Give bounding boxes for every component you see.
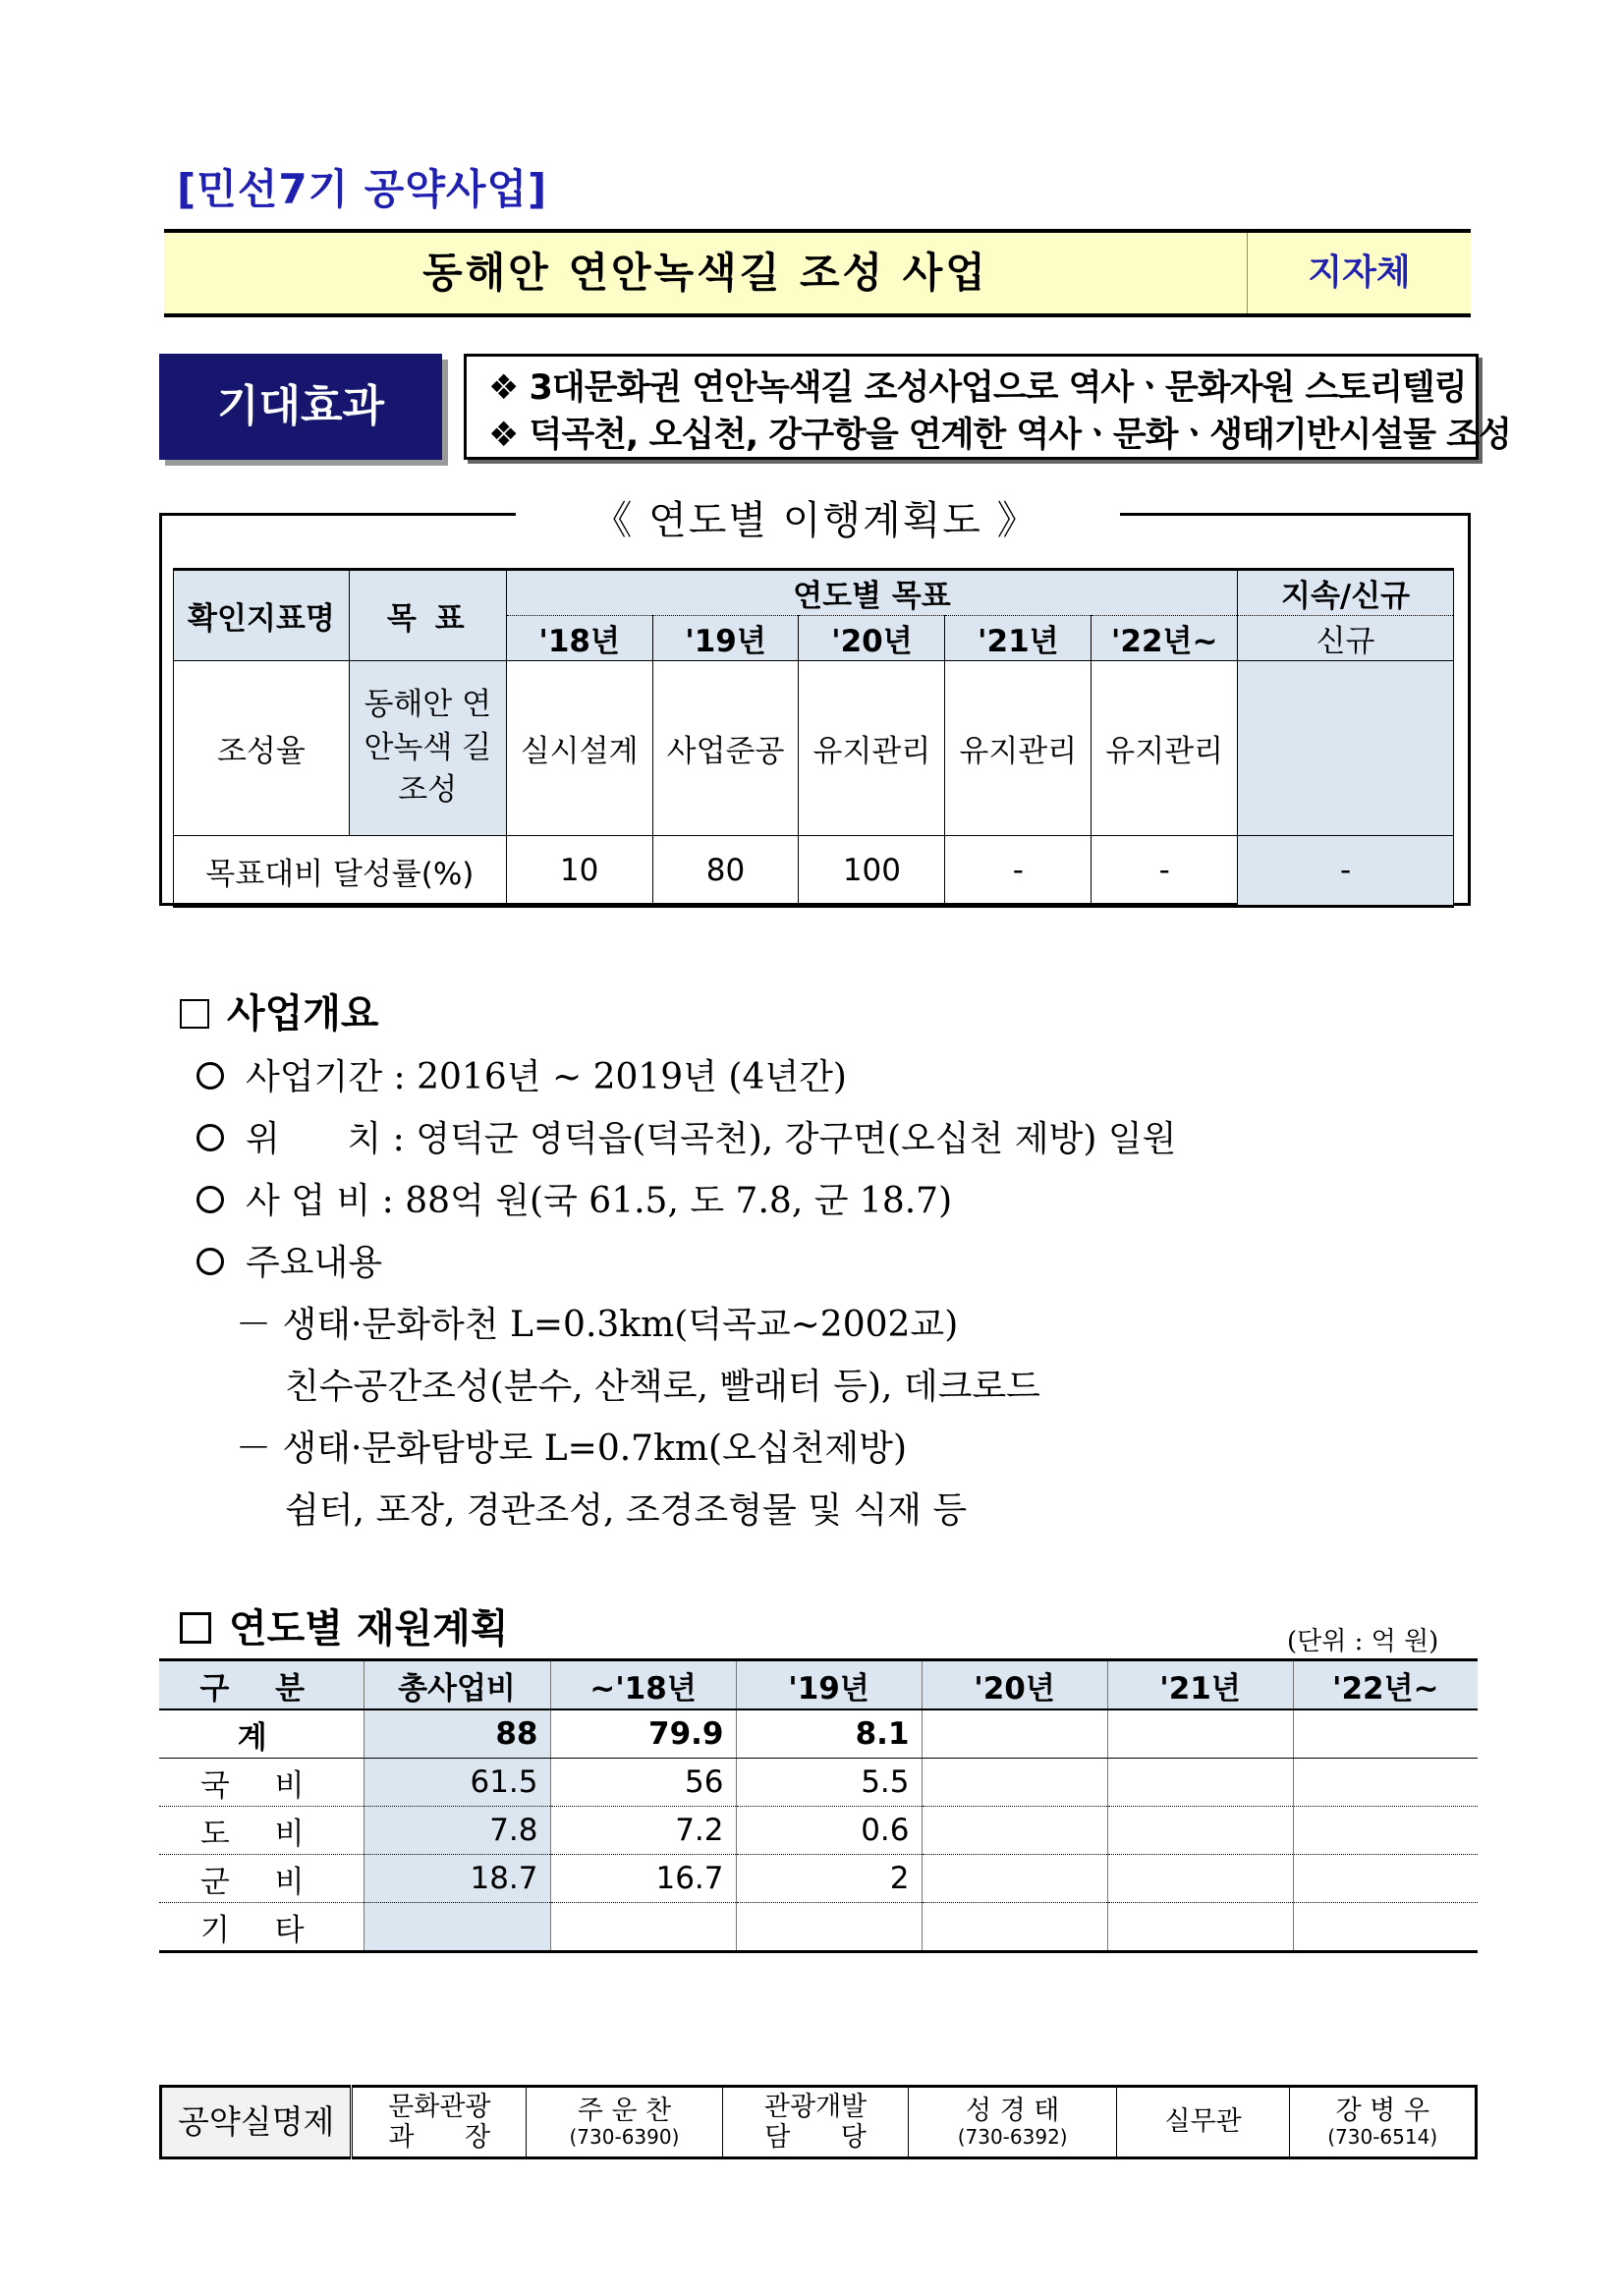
budget-row-label: 국 비 xyxy=(159,1759,364,1807)
organization-label: 지자체 xyxy=(1308,252,1411,293)
budget-cell: 2 xyxy=(736,1855,922,1903)
plan-header-target: 목 표 xyxy=(349,570,506,661)
plan-year-22: '22년~ xyxy=(1092,616,1238,661)
overview-sub-line: － 생태·문화하천 L=0.3km(덕곡교~2002교) xyxy=(236,1305,959,1345)
manager-name: 성 경 태 (730-6392) xyxy=(909,2087,1116,2158)
project-title: 동해안 연안녹색길 조성 사업 xyxy=(422,249,988,297)
manager-phone: (730-6392) xyxy=(957,2125,1068,2150)
plan-indicator-value: 조성율 xyxy=(174,661,350,836)
budget-cell xyxy=(922,1903,1107,1952)
plan-year-20: '20년 xyxy=(799,616,945,661)
checkbox-square-icon xyxy=(180,999,209,1029)
plan-table xyxy=(173,568,1454,908)
budget-cell xyxy=(922,1855,1107,1903)
budget-cell xyxy=(1107,1855,1293,1903)
budget-col-header: 구 분 xyxy=(159,1660,364,1710)
plan-target-value: 동해안 연안녹색 길 조성 xyxy=(349,661,506,836)
plan-year-18: '18년 xyxy=(506,616,652,661)
budget-cell: 0.6 xyxy=(736,1807,922,1855)
budget-cell xyxy=(550,1903,736,1952)
checkbox-square-icon xyxy=(180,1612,211,1644)
plan-row1-cell: 유지관리 xyxy=(1092,661,1238,836)
budget-cell: 18.7 xyxy=(364,1855,550,1903)
budget-cell: 7.8 xyxy=(364,1807,550,1855)
effect-line-1: ❖ 3대문화권 연안녹색길 조성사업으로 역사ㆍ문화자원 스토리텔링 xyxy=(488,368,1467,408)
budget-cell: 5.5 xyxy=(736,1759,922,1807)
budget-cell xyxy=(736,1903,922,1952)
budget-cell xyxy=(1107,1903,1293,1952)
circle-bullet-icon xyxy=(196,1186,224,1213)
budget-row-other xyxy=(159,1903,1478,1952)
director-name: 주 운 찬 (730-6390) xyxy=(527,2087,723,2158)
budget-cell xyxy=(1293,1903,1478,1952)
budget-row-label: 군 비 xyxy=(159,1855,364,1903)
budget-cell: 8.1 xyxy=(736,1709,922,1759)
budget-cell: 56 xyxy=(550,1759,736,1807)
director-role: 문화관광 과 장 xyxy=(352,2087,527,2158)
budget-row-label: 기 타 xyxy=(159,1903,364,1952)
budget-cell xyxy=(922,1759,1107,1807)
overview-line: 사업기간 : 2016년 ~ 2019년 (4년간) xyxy=(196,1049,847,1099)
plan-header-indicator: 확인지표명 xyxy=(174,570,350,661)
plan-header-yearly: 연도별 목표 xyxy=(506,570,1237,616)
budget-cell xyxy=(1293,1709,1478,1759)
overview-line: 위 치 : 영덕군 영덕읍(덕곡천), 강구면(오십천 제방) 일원 xyxy=(196,1111,1176,1161)
budget-table xyxy=(159,1658,1478,1953)
plan-row2-cell: - xyxy=(945,836,1092,907)
budget-col-header: 총사업비 xyxy=(364,1660,550,1710)
title-bar xyxy=(164,229,1471,317)
budget-row-province xyxy=(159,1807,1478,1855)
budget-unit: (단위 : 억 원) xyxy=(1287,1627,1439,1656)
budget-col-header: '22년~ xyxy=(1293,1660,1478,1710)
budget-cell xyxy=(922,1709,1107,1759)
budget-col-header: ~'18년 xyxy=(550,1660,736,1710)
plan-year-21: '21년 xyxy=(945,616,1092,661)
budget-row-label: 도 비 xyxy=(159,1807,364,1855)
plan-row1-cell: 유지관리 xyxy=(945,661,1092,836)
budget-row-county xyxy=(159,1855,1478,1903)
budget-row-total xyxy=(159,1709,1478,1759)
budget-cell: 7.2 xyxy=(550,1807,736,1855)
budget-col-header: '19년 xyxy=(736,1660,922,1710)
budget-cell: 79.9 xyxy=(550,1709,736,1759)
budget-heading: 연도별 재원계획 xyxy=(180,1597,508,1653)
plan-row1-cell: 실시설계 xyxy=(506,661,652,836)
plan-header-status: 지속/신규 xyxy=(1238,570,1454,616)
budget-cell: 16.7 xyxy=(550,1855,736,1903)
budget-cell xyxy=(922,1807,1107,1855)
budget-cell xyxy=(1293,1759,1478,1807)
circle-bullet-icon xyxy=(196,1248,224,1275)
plan-title: 《 연도별 이행계획도 》 xyxy=(531,489,1100,545)
officer-name: 강 병 우 (730-6514) xyxy=(1290,2087,1477,2158)
manager-role: 관광개발 담 당 xyxy=(722,2087,909,2158)
budget-cell xyxy=(1293,1807,1478,1855)
budget-cell xyxy=(1107,1709,1293,1759)
overview-sub-line: － 생태·문화탐방로 L=0.7km(오십천제방) xyxy=(236,1428,908,1469)
budget-cell xyxy=(1107,1759,1293,1807)
budget-cell: 88 xyxy=(364,1709,550,1759)
overview-line: 주요내용 xyxy=(196,1235,382,1285)
budget-cell xyxy=(364,1903,550,1952)
plan-row1-status xyxy=(1238,661,1454,836)
budget-col-header: '21년 xyxy=(1107,1660,1293,1710)
plan-row2-cell: - xyxy=(1092,836,1238,907)
plan-year-19: '19년 xyxy=(652,616,799,661)
director-phone: (730-6390) xyxy=(569,2125,680,2150)
budget-row-national xyxy=(159,1759,1478,1807)
overview-line: 사 업 비 : 88억 원(국 61.5, 도 7.8, 군 18.7) xyxy=(196,1173,952,1223)
plan-row2-cell: 10 xyxy=(506,836,652,907)
plan-row2-cell: 100 xyxy=(799,836,945,907)
overview-sub-line: 쉼터, 포장, 경관조성, 조경조형물 및 식재 등 xyxy=(285,1490,968,1531)
plan-row1-cell: 유지관리 xyxy=(799,661,945,836)
effect-line-2: ❖ 덕곡천, 오십천, 강구항을 연계한 역사ㆍ문화ㆍ생태기반시설물 조성 xyxy=(488,416,1511,455)
budget-cell xyxy=(1293,1855,1478,1903)
plan-row2-status: - xyxy=(1238,836,1454,907)
pledge-responsibility-table xyxy=(159,2085,1478,2159)
expected-effect-box xyxy=(464,354,1511,460)
plan-row1-cell: 사업준공 xyxy=(652,661,799,836)
officer-phone: (730-6514) xyxy=(1327,2125,1438,2150)
budget-row-label: 계 xyxy=(159,1709,364,1759)
budget-cell: 61.5 xyxy=(364,1759,550,1807)
pledge-tag: [민선7기 공약사업] xyxy=(177,165,548,213)
budget-col-header: '20년 xyxy=(922,1660,1107,1710)
expected-effect-label: 기대효과 xyxy=(159,354,442,460)
plan-achievement-label: 목표대비 달성률(%) xyxy=(174,836,507,907)
overview-sub-line: 친수공간조성(분수, 산책로, 빨래터 등), 데크로드 xyxy=(285,1367,1040,1407)
overview-heading: 사업개요 xyxy=(180,982,379,1038)
pledge-label: 공약실명제 xyxy=(161,2087,352,2158)
budget-cell xyxy=(1107,1807,1293,1855)
plan-row2-cell: 80 xyxy=(652,836,799,907)
plan-status-value: 신규 xyxy=(1238,616,1454,661)
circle-bullet-icon xyxy=(196,1124,224,1151)
circle-bullet-icon xyxy=(196,1062,224,1090)
officer-role: 실무관 xyxy=(1116,2087,1289,2158)
